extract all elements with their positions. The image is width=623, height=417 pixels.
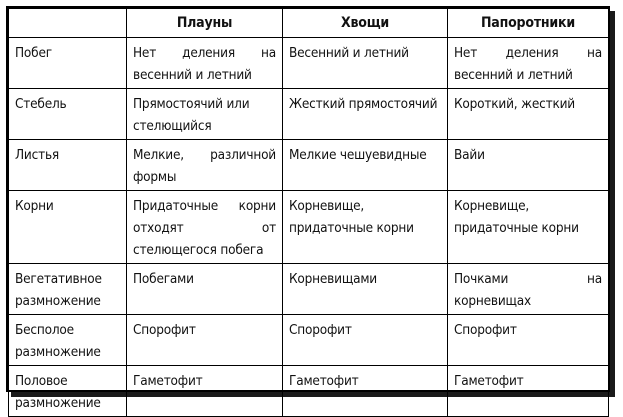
table-row	[9, 89, 609, 140]
table-cell: Придаточные корни отходят от стелющегося побега	[127, 191, 283, 264]
table-header-row	[9, 9, 609, 38]
comparison-table-frame	[6, 6, 610, 411]
table-cell: Гаметофит	[127, 366, 283, 417]
table-cell: Корневище, придаточные корни	[283, 191, 448, 264]
table-cell: Спорофит	[283, 315, 448, 366]
table-row	[9, 315, 609, 366]
row-label: Бесполое размножение	[9, 315, 127, 366]
table-cell: Корневищами	[283, 264, 448, 315]
table-cell: Спорофит	[127, 315, 283, 366]
table-cell: Весенний и летний	[283, 38, 448, 89]
table-cell: Побегами	[127, 264, 283, 315]
table-cell: Гаметофит	[283, 366, 448, 417]
table-row	[9, 264, 609, 315]
comparison-table	[8, 8, 609, 417]
header-lycopsids: Плауны	[127, 9, 283, 38]
row-label: Листья	[9, 140, 127, 191]
table-cell: Мелкие, различной формы	[127, 140, 283, 191]
row-label: Вегетативное размножение	[9, 264, 127, 315]
table-cell: Гаметофит	[448, 366, 609, 417]
header-ferns: Папоротники	[448, 9, 609, 38]
table-row	[9, 191, 609, 264]
table-cell: Мелкие чешуевидные	[283, 140, 448, 191]
header-horsetails: Хвощи	[283, 9, 448, 38]
table-cell: Нет деления на весенний и летний	[448, 38, 609, 89]
header-empty-cell	[9, 9, 127, 38]
table-row	[9, 366, 609, 417]
row-label: Стебель	[9, 89, 127, 140]
table-cell: Вайи	[448, 140, 609, 191]
table-cell: Корневище, придаточные корни	[448, 191, 609, 264]
table-cell: Нет деления на весенний и летний	[127, 38, 283, 89]
table-cell: Прямостоячий или стелющийся	[127, 89, 283, 140]
table-cell: Жесткий прямостоячий	[283, 89, 448, 140]
table-cell: Почками на корневищах	[448, 264, 609, 315]
table-cell: Спорофит	[448, 315, 609, 366]
row-label: Корни	[9, 191, 127, 264]
table-row	[9, 140, 609, 191]
table-cell: Короткий, жесткий	[448, 89, 609, 140]
table-row	[9, 38, 609, 89]
row-label: Побег	[9, 38, 127, 89]
row-label: Половое размножение	[9, 366, 127, 417]
